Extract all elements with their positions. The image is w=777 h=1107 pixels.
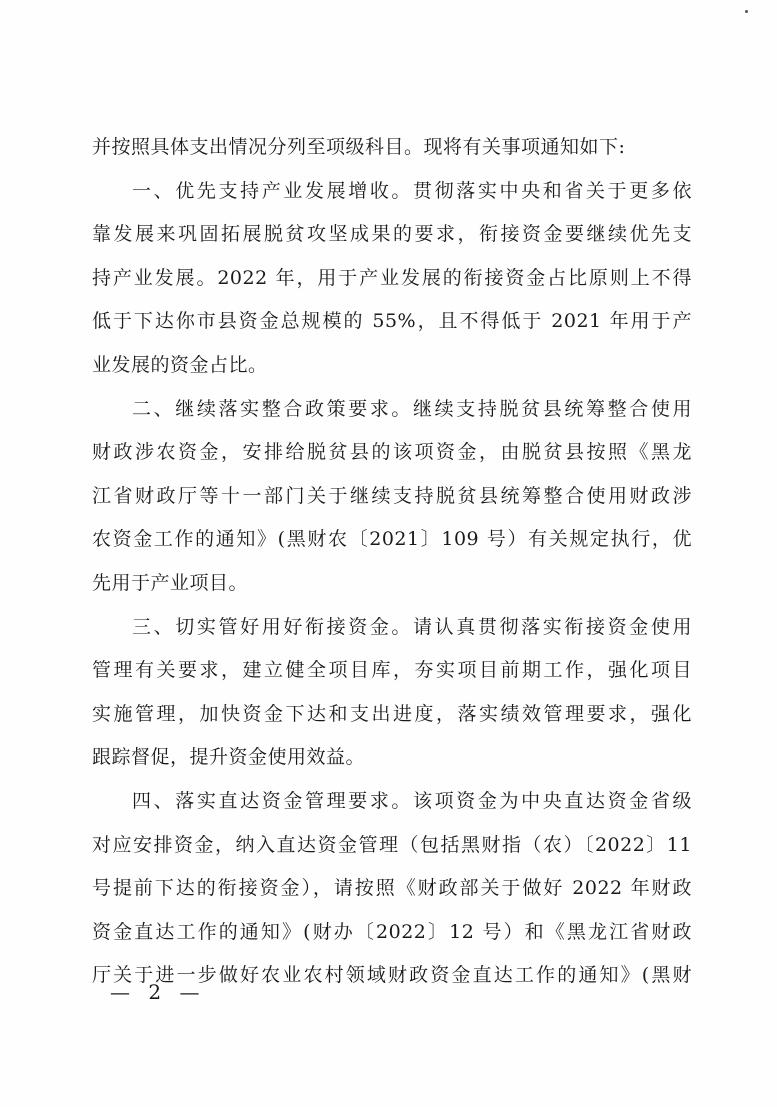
- text-line: 跟踪督促，提升资金使用效益。: [92, 746, 366, 769]
- text-line: 江省财政厅等十一部门关于继续支持脱贫县统筹整合使用财政涉: [92, 484, 692, 507]
- text-line: 对应安排资金，纳入直达资金管理（包括黑财指（农）〔2022〕11: [92, 833, 692, 856]
- text-line: 管理有关要求，建立健全项目库，夯实项目前期工作，强化项目: [92, 659, 692, 682]
- text-line: 实施管理，加快资金下达和支出进度，落实绩效管理要求，强化: [92, 702, 692, 725]
- text-line: 农资金工作的通知》(黑财农〔2021〕109 号）有关规定执行，优: [92, 528, 692, 551]
- text-line: 一、优先支持产业发展增收。贯彻落实中央和省关于更多依: [132, 179, 692, 202]
- text-line: 号提前下达的衔接资金），请按照《财政部关于做好 2022 年财政: [92, 877, 692, 900]
- text-line: 先用于产业项目。: [92, 571, 249, 594]
- scan-speck: [745, 10, 748, 13]
- text-line: 财政涉农资金，安排给脱贫县的该项资金，由脱贫县按照《黑龙: [92, 441, 692, 464]
- text-line: 资金直达工作的通知》(财办〔2022〕12 号）和《黑龙江省财政: [92, 920, 692, 943]
- text-line: 低于下达你市县资金总规模的 55%，且不得低于 2021 年用于产: [92, 310, 692, 333]
- page-number: — 2 —: [110, 980, 206, 1004]
- text-line: 持产业发展。2022 年，用于产业发展的衔接资金占比原则上不得: [92, 266, 692, 289]
- text-line: 二、继续落实整合政策要求。继续支持脱贫县统筹整合使用: [132, 397, 692, 420]
- text-line: 厅关于进一步做好农业农村领域财政资金直达工作的通知》(黑财: [92, 964, 692, 987]
- text-line: 四、落实直达资金管理要求。该项资金为中央直达资金省级: [132, 789, 692, 812]
- text-line: 业发展的资金占比。: [92, 353, 268, 376]
- text-line: 三、切实管好用好衔接资金。请认真贯彻落实衔接资金使用: [132, 615, 692, 638]
- document-body: [92, 126, 692, 998]
- text-line: 并按照具体支出情况分列至项级科目。现将有关事项通知如下:: [92, 136, 626, 158]
- text-line: 靠发展来巩固拓展脱贫攻坚成果的要求，衔接资金要继续优先支: [92, 223, 692, 246]
